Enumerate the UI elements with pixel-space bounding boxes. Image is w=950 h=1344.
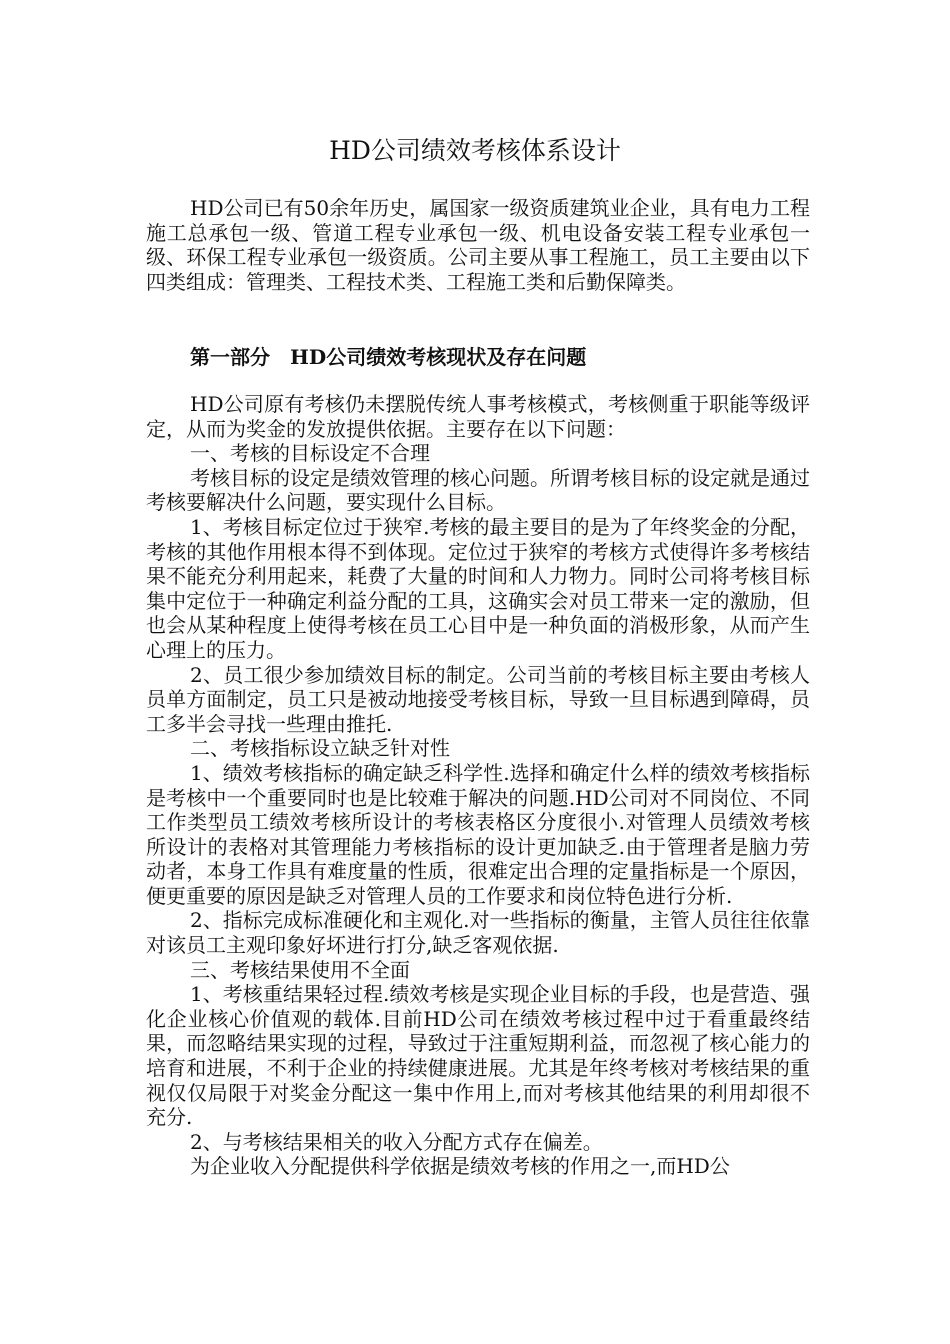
body-paragraph: 2、指标完成标准硬化和主观化.对一些指标的衡量，主管人员往往依靠对该员工主观印象好坏进行打分,缺乏客观依据. [146, 908, 810, 958]
subheading-indicator-setting: 二、考核指标设立缺乏针对性 [190, 736, 450, 761]
section-heading: 第一部分 HD公司绩效考核现状及存在问题 [190, 345, 587, 369]
body-text [146, 392, 810, 1179]
body-paragraph: 2、员工很少参加绩效目标的制定。公司当前的考核目标主要由考核人员单方面制定，员工只是被动地接受考核目标，导致一旦目标遇到障碍，员工多半会寻找一些理由推托. [146, 662, 810, 736]
body-paragraph: 2、与考核结果相关的收入分配方式存在偏差。 [190, 1129, 603, 1154]
body-paragraph: 1、绩效考核指标的确定缺乏科学性.选择和确定什么样的绩效考核指标是考核中一个重要同时也是比较难于解决的问题.HD公司对不同岗位、不同工作类型员工绩效考核所设计的考核表格区分度很小.对管理人员绩效考核所设计的表格对其管理能力考核指标的设计更加缺乏.由于管理者是脑力劳动者，本身工作具有难度量的性质，很难定出合理的定量指标是一个原因，便更重要的原因是缺乏对管理人员的工作要求和岗位特色进行分析. [146, 760, 810, 908]
body-paragraph: 1、考核目标定位过于狭窄.考核的最主要目的是为了年终奖金的分配，考核的其他作用根本得不到体现。定位过于狭窄的考核方式使得许多考核结果不能充分利用起来，耗费了大量的时间和人力物力。同时公司将考核目标集中定位于一种确定利益分配的工具，这确实会对员工带来一定的激励，但也会从某种程度上使得考核在员工心目中是一种负面的消极形象，从而产生心理上的压力。 [146, 514, 810, 662]
subheading-result-usage: 三、考核结果使用不全面 [190, 957, 410, 982]
subheading-target-setting: 一、考核的目标设定不合理 [190, 441, 430, 466]
body-paragraph: 为企业收入分配提供科学依据是绩效考核的作用之一,而HD公 [190, 1154, 730, 1179]
document-title: HD公司绩效考核体系设计 [329, 136, 621, 165]
body-paragraph: 考核目标的设定是绩效管理的核心问题。所谓考核目标的设定就是通过考核要解决什么问题，要实现什么目标。 [146, 465, 810, 515]
body-paragraph-overview: HD公司原有考核仍未摆脱传统人事考核模式，考核侧重于职能等级评定，从而为奖金的发放提供依据。主要存在以下问题： [146, 392, 810, 441]
intro-paragraph: HD公司已有50余年历史，属国家一级资质建筑业企业，具有电力工程施工总承包一级、管道工程专业承包一级、机电设备安装工程专业承包一级、环保工程专业承包一级资质。公司主要从事工程施工，员工主要由以下四类组成：管理类、工程技术类、工程施工类和后勤保障类。 [146, 196, 810, 294]
body-paragraph: 1、考核重结果轻过程.绩效考核是实现企业目标的手段，也是营造、强化企业核心价值观的载体.目前HD公司在绩效考核过程中过于看重最终结果，而忽略结果实现的过程，导致过于注重短期利益，而忽视了核心能力的培育和进展，不利于企业的持续健康进展。尤其是年终考核对考核结果的重视仅仅局限于对奖金分配这一集中作用上,而对考核其他结果的利用却很不充分. [146, 982, 810, 1130]
